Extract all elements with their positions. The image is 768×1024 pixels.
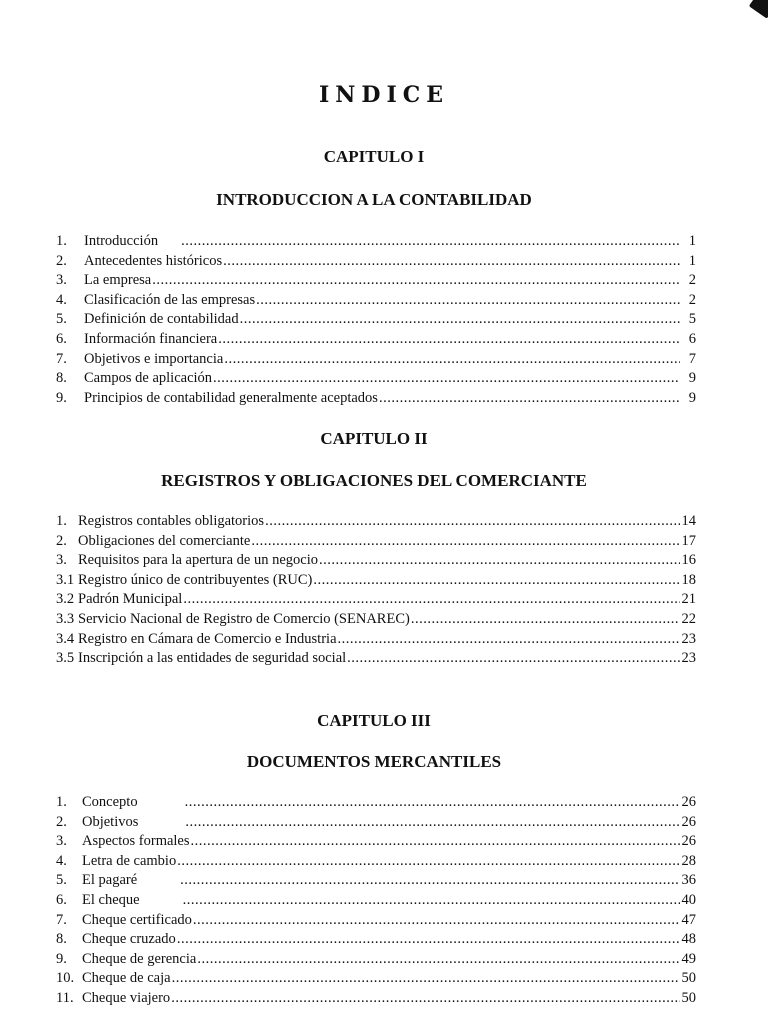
toc-dot-leader <box>411 610 680 630</box>
toc-entry-page: 21 <box>681 591 696 608</box>
toc-dot-leader <box>171 989 679 1009</box>
toc-entry <box>56 330 696 350</box>
toc-dot-leader <box>256 291 680 311</box>
toc-entry-number: 4. <box>56 291 67 308</box>
toc-dot-leader <box>223 252 680 272</box>
toc-entry-label: Campos de aplicación <box>84 370 213 387</box>
toc-dot-leader <box>183 891 680 911</box>
toc-entry-label: Clasificación de las empresas <box>84 291 256 308</box>
toc-entry-page: 48 <box>681 931 696 948</box>
toc-entry <box>56 232 696 252</box>
toc-dot-leader <box>197 950 679 970</box>
chapter-1-label: CAPITULO I <box>323 147 425 166</box>
chapter-1-toc <box>56 232 696 408</box>
toc-entry-page: 22 <box>681 610 696 627</box>
toc-entry <box>56 911 696 931</box>
toc-dot-leader <box>172 969 680 989</box>
toc-entry-number: 3.1 <box>56 571 75 588</box>
toc-entry-page: 36 <box>681 872 696 889</box>
toc-entry-number: 2. <box>56 532 67 549</box>
toc-entry-page: 9 <box>688 389 696 406</box>
toc-entry-label: Principios de contabilidad generalmente aceptados <box>84 389 378 406</box>
toc-dot-leader <box>313 571 679 591</box>
toc-entry-label: Requisitos para la apertura de un negocio <box>78 552 318 569</box>
toc-dot-leader <box>177 852 679 872</box>
toc-entry-number: 11. <box>56 989 74 1006</box>
toc-entry-label: Cheque de caja <box>82 970 171 987</box>
toc-entry <box>56 310 696 330</box>
toc-entry-number: 3. <box>56 833 67 850</box>
toc-entry-label: Cheque de gerencia <box>82 950 197 967</box>
toc-entry-number: 1. <box>56 513 67 529</box>
toc-dot-leader <box>183 590 679 610</box>
toc-entry-page: 5 <box>688 311 696 328</box>
toc-entry <box>56 969 696 989</box>
toc-dot-leader <box>180 871 679 891</box>
toc-entry-label: Letra de cambio <box>82 852 177 869</box>
toc-entry <box>56 630 696 650</box>
toc-dot-leader <box>213 369 680 389</box>
toc-entry <box>56 369 696 389</box>
toc-dot-leader <box>152 271 680 291</box>
toc-dot-leader <box>347 649 679 669</box>
toc-entry-page: 28 <box>681 852 696 869</box>
toc-entry-page: 16 <box>681 552 696 569</box>
toc-entry-label: Antecedentes históricos <box>84 252 223 269</box>
toc-entry <box>56 610 696 630</box>
toc-entry-page: 18 <box>681 571 696 588</box>
toc-entry <box>56 793 696 813</box>
toc-dot-leader <box>319 551 680 571</box>
toc-entry-number: 10. <box>56 970 75 987</box>
toc-entry-label: Objetivos <box>82 813 139 830</box>
toc-entry-page: 1 <box>688 252 696 269</box>
toc-entry-page: 1 <box>688 233 696 249</box>
toc-entry <box>56 871 696 891</box>
toc-dot-leader <box>181 232 680 252</box>
toc-entry <box>56 950 696 970</box>
toc-dot-leader <box>193 911 680 931</box>
toc-entry <box>56 571 696 591</box>
toc-entry-number: 1. <box>56 794 67 810</box>
toc-entry-number: 7. <box>56 911 67 928</box>
page-corner-mark <box>749 0 768 19</box>
toc-entry-label: Padrón Municipal <box>78 591 183 608</box>
toc-entry <box>56 350 696 370</box>
toc-dot-leader <box>265 512 679 532</box>
toc-entry-label: Cheque certificado <box>82 911 192 928</box>
toc-entry <box>56 512 696 532</box>
toc-entry-number: 7. <box>56 350 67 367</box>
toc-entry-page: 2 <box>688 272 696 289</box>
toc-entry <box>56 532 696 552</box>
toc-entry-number: 8. <box>56 931 67 948</box>
toc-dot-leader <box>185 793 680 813</box>
toc-entry-label: Inscripción a las entidades de seguridad social <box>78 650 347 667</box>
toc-entry <box>56 252 696 272</box>
toc-dot-leader <box>251 532 679 552</box>
toc-entry-label: Objetivos e importancia <box>84 350 224 367</box>
toc-dot-leader <box>218 330 680 350</box>
toc-entry-number: 8. <box>56 370 67 387</box>
toc-entry-number: 1. <box>56 233 67 249</box>
toc-entry-page: 2 <box>688 291 696 308</box>
toc-entry-page: 26 <box>681 813 696 830</box>
toc-entry-page: 9 <box>688 370 696 387</box>
toc-entry <box>56 389 696 409</box>
toc-entry <box>56 930 696 950</box>
toc-entry-label: Registro único de contribuyentes (RUC) <box>78 571 313 588</box>
toc-entry-label: Obligaciones del comerciante <box>78 532 251 549</box>
toc-dot-leader <box>177 930 680 950</box>
toc-entry <box>56 891 696 911</box>
toc-entry-number: 2. <box>56 813 67 830</box>
chapter-1-title: INTRODUCCION A LA CONTABILIDAD <box>216 190 532 209</box>
toc-entry-label: Registro en Cámara de Comercio e Industria <box>78 630 337 647</box>
toc-entry-page: 14 <box>681 513 696 529</box>
toc-entry-page: 7 <box>688 350 696 367</box>
toc-entry-number: 3.4 <box>56 630 75 647</box>
toc-entry-number: 9. <box>56 389 67 406</box>
toc-entry-number: 3.3 <box>56 610 75 627</box>
toc-entry-label: Introducción <box>84 233 159 249</box>
toc-entry-label: Concepto <box>82 794 138 810</box>
toc-entry <box>56 551 696 571</box>
toc-entry-page: 26 <box>681 833 696 850</box>
toc-entry-number: 2. <box>56 252 67 269</box>
toc-entry-page: 40 <box>681 891 696 908</box>
toc-entry-label: Cheque cruzado <box>82 931 176 948</box>
toc-entry-number: 3.2 <box>56 591 75 608</box>
chapter-3-label: CAPITULO III <box>317 711 431 730</box>
toc-entry-page: 50 <box>681 989 696 1006</box>
chapter-3-title: DOCUMENTOS MERCANTILES <box>246 752 502 771</box>
toc-entry <box>56 649 696 669</box>
toc-entry-number: 6. <box>56 891 67 908</box>
toc-entry <box>56 832 696 852</box>
toc-entry-number: 3.5 <box>56 650 75 667</box>
toc-entry-number: 9. <box>56 950 67 967</box>
toc-entry-label: Definición de contabilidad <box>84 311 239 328</box>
toc-entry-page: 49 <box>681 950 696 967</box>
toc-entry-number: 5. <box>56 311 67 328</box>
toc-entry-label: El cheque <box>82 891 140 908</box>
toc-entry-page: 23 <box>681 630 696 647</box>
toc-entry-number: 5. <box>56 872 67 889</box>
toc-entry-label: Aspectos formales <box>82 833 190 850</box>
toc-entry <box>56 291 696 311</box>
toc-entry-number: 6. <box>56 330 67 347</box>
toc-dot-leader <box>379 389 680 409</box>
toc-entry-label: Servicio Nacional de Registro de Comercio (SENAREC) <box>78 610 410 627</box>
toc-entry-page: 47 <box>681 911 696 928</box>
toc-dot-leader <box>224 350 680 370</box>
toc-entry-label: Cheque viajero <box>82 989 171 1006</box>
toc-entry <box>56 813 696 833</box>
toc-entry-number: 4. <box>56 852 67 869</box>
toc-dot-leader <box>191 832 680 852</box>
chapter-2-label: CAPITULO II <box>320 429 428 448</box>
toc-entry <box>56 271 696 291</box>
toc-entry-page: 26 <box>681 794 696 810</box>
toc-entry-label: La empresa <box>84 272 152 289</box>
toc-entry-number: 3. <box>56 552 67 569</box>
toc-entry <box>56 989 696 1009</box>
toc-dot-leader <box>338 630 680 650</box>
toc-dot-leader <box>185 813 679 833</box>
toc-entry-page: 17 <box>681 532 696 549</box>
chapter-3-toc <box>56 793 696 1009</box>
toc-entry-label: Información financiera <box>84 330 218 347</box>
chapter-2-toc <box>56 512 696 669</box>
toc-entry-page: 50 <box>681 970 696 987</box>
toc-entry-page: 23 <box>681 650 696 667</box>
toc-entry-page: 6 <box>688 330 696 347</box>
toc-entry-number: 3. <box>56 272 67 289</box>
toc-entry-label: Registros contables obligatorios <box>78 513 265 529</box>
toc-dot-leader <box>240 310 680 330</box>
toc-entry-label: El pagaré <box>82 872 138 889</box>
index-title: INDICE <box>318 82 450 108</box>
toc-entry <box>56 590 696 610</box>
toc-entry <box>56 852 696 872</box>
chapter-2-title: REGISTROS Y OBLIGACIONES DEL COMERCIANTE <box>161 471 587 490</box>
